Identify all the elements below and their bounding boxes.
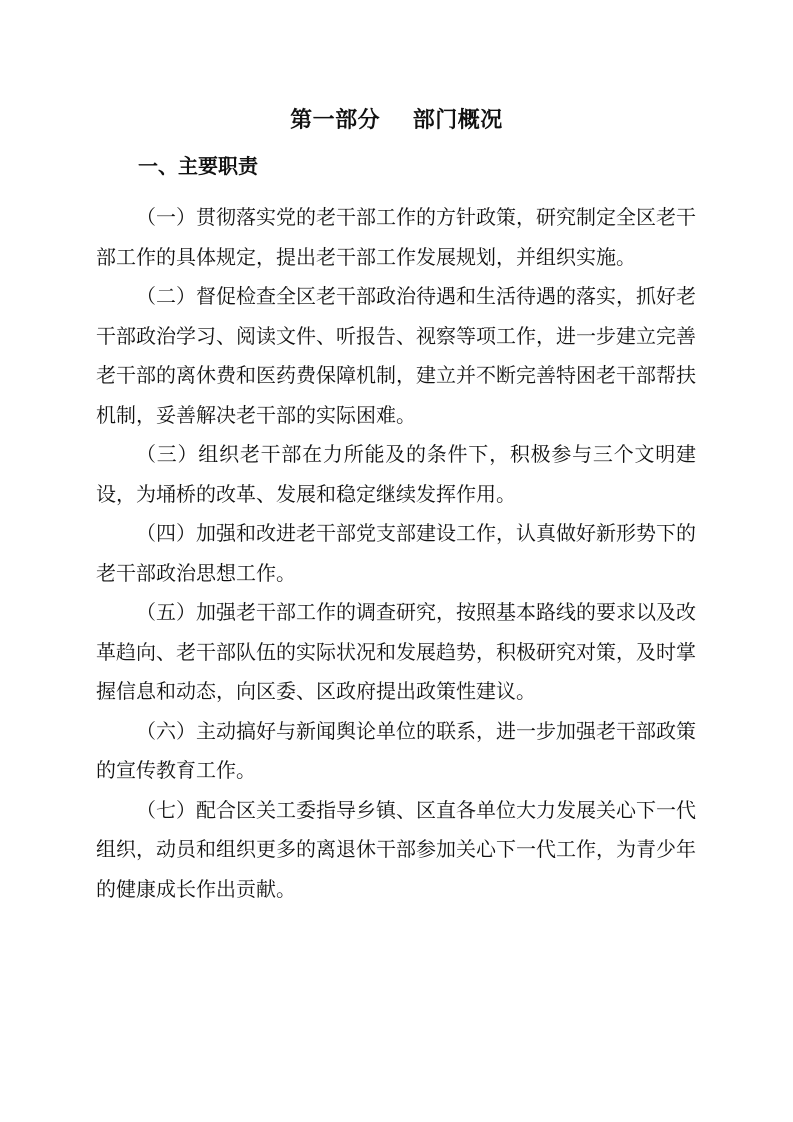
- paragraph-5: （五）加强老干部工作的调查研究，按照基本路线的要求以及改革趋向、老干部队伍的实际状况和发展趋势，积极研究对策，及时掌握信息和动态，向区委、区政府提出政策性建议。: [96, 600, 696, 703]
- body-text: [96, 198, 696, 909]
- paragraph-7: （七）配合区关工委指导乡镇、区直各单位大力发展关心下一代组织，动员和组织更多的离退休干部参加关心下一代工作，为青少年的健康成长作出贡献。: [96, 797, 696, 901]
- paragraph-1: （一）贯彻落实党的老干部工作的方针政策，研究制定全区老干部工作的具体规定，提出老干部工作发展规划，并组织实施。: [96, 205, 696, 269]
- section-heading: 一、主要职责: [138, 154, 258, 178]
- paragraph-6: （六）主动搞好与新闻舆论单位的联系，进一步加强老干部政策的宣传教育工作。: [96, 718, 696, 782]
- page-title: 第一部分 部门概况: [290, 108, 503, 133]
- paragraph-4: （四）加强和改进老干部党支部建设工作，认真做好新形势下的老干部政治思想工作。: [96, 521, 696, 585]
- paragraph-2: （二）督促检查全区老干部政治待遇和生活待遇的落实，抓好老干部政治学习、阅读文件、听报告、视察等项工作，进一步建立完善老干部的离休费和医药费保障机制，建立并不断完善特困老干部帮扶机制，妥善解决老干部的实际困难。: [96, 284, 696, 427]
- paragraph-3: （三）组织老干部在力所能及的条件下，积极参与三个文明建设，为埇桥的改革、发展和稳定继续发挥作用。: [96, 442, 696, 506]
